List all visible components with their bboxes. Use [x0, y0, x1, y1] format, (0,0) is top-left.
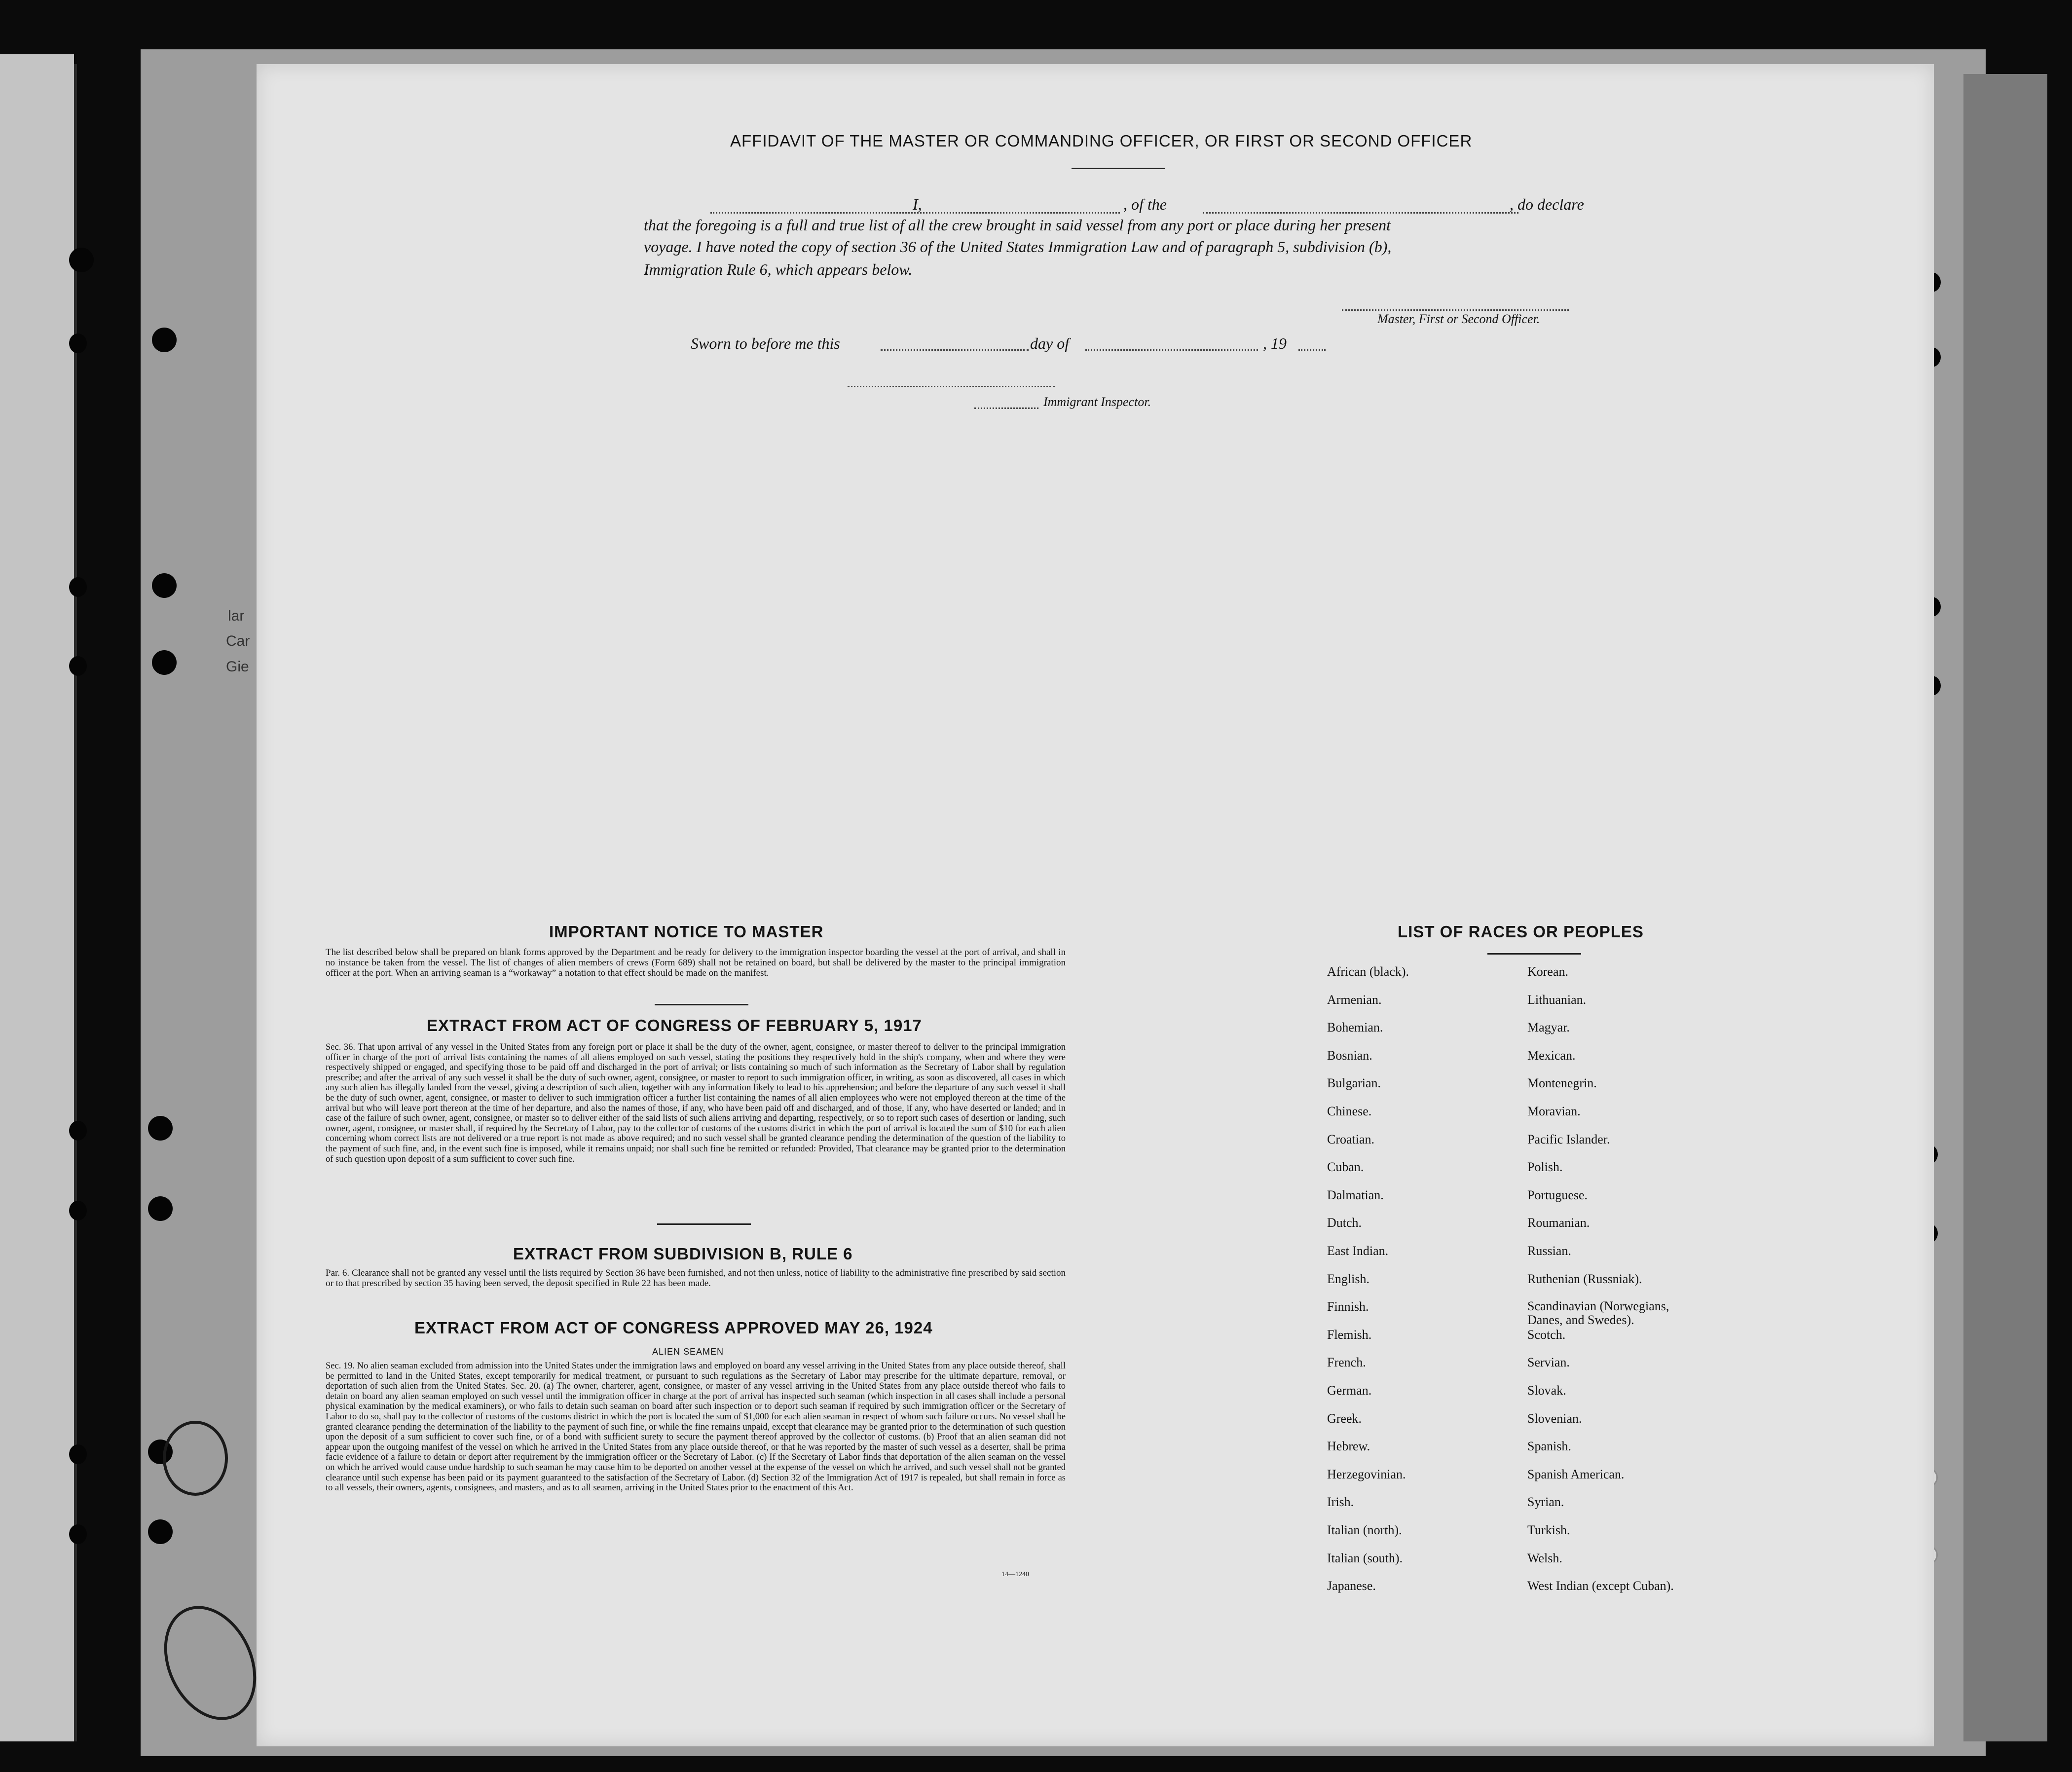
margin-mark-1: lar	[228, 608, 245, 624]
race-item: Italian (north).	[1327, 1523, 1402, 1537]
left-binder-strip-inner	[74, 64, 77, 1741]
race-item: Pacific Islander.	[1527, 1132, 1610, 1146]
affidavit-line4: Immigration Rule 6, which appears below.	[644, 260, 913, 278]
right-backing-strip	[1963, 74, 2047, 1741]
vessel-blank[interactable]	[1203, 212, 1518, 214]
year-label: , 19	[1263, 334, 1287, 352]
binder-hole	[69, 248, 94, 272]
manifest-page	[257, 64, 1934, 1746]
left-binder-strip	[0, 54, 74, 1741]
extract-rule6-title: EXTRACT FROM SUBDIVISION B, RULE 6	[513, 1245, 853, 1263]
extract-1924-title: EXTRACT FROM ACT OF CONGRESS APPROVED MAY 26, 1924	[414, 1319, 933, 1337]
race-item: Scandinavian (Norwegians, Danes, and Swedes).	[1527, 1299, 1669, 1328]
race-item: Turkish.	[1527, 1523, 1570, 1537]
binder-hole	[69, 1444, 87, 1464]
race-item: Hebrew.	[1327, 1439, 1370, 1454]
race-item: English.	[1327, 1271, 1369, 1286]
race-item: Mexican.	[1527, 1048, 1576, 1063]
sworn-day-blank[interactable]	[881, 349, 1029, 351]
binder-hole	[69, 1201, 87, 1220]
race-item: Scotch.	[1527, 1327, 1566, 1342]
race-item: Dalmatian.	[1327, 1187, 1384, 1202]
race-item: Slovak.	[1527, 1383, 1566, 1398]
races-title: LIST OF RACES OR PEOPLES	[1398, 923, 1644, 941]
race-item: Ruthenian (Russniak).	[1527, 1271, 1642, 1286]
binder-hole	[69, 1121, 87, 1141]
race-item: West Indian (except Cuban).	[1527, 1579, 1674, 1593]
race-item: Russian.	[1527, 1244, 1571, 1258]
inspector-label: Immigrant Inspector.	[1043, 395, 1151, 409]
race-item: Finnish.	[1327, 1299, 1369, 1314]
race-item: Welsh.	[1527, 1550, 1562, 1565]
extract-1917-rule	[657, 1223, 751, 1225]
affidavit-line2: that the foregoing is a full and true list of all the crew brought in said vessel from any port or place during her present	[644, 216, 1391, 234]
inspector-signature-blank-2[interactable]	[974, 407, 1038, 409]
master-signature-label: Master, First or Second Officer.	[1377, 312, 1540, 326]
name-blank[interactable]	[710, 212, 1120, 214]
race-item: Bohemian.	[1327, 1020, 1383, 1035]
affidavit-title: AFFIDAVIT OF THE MASTER OR COMMANDING OFFICER, OR FIRST OR SECOND OFFICER	[730, 132, 1473, 150]
margin-mark-3: Gie	[226, 659, 249, 675]
binder-hole	[69, 1524, 87, 1544]
race-item: Chinese.	[1327, 1104, 1372, 1118]
race-item: African (black).	[1327, 964, 1409, 979]
race-item: Japanese.	[1327, 1579, 1376, 1593]
sworn-month-blank[interactable]	[1085, 349, 1258, 351]
extract-1917-title: EXTRACT FROM ACT OF CONGRESS OF FEBRUARY 5, 1917	[427, 1016, 922, 1034]
race-item: Spanish American.	[1527, 1467, 1625, 1481]
affidavit-declare: , do declare	[1510, 195, 1584, 213]
race-item: Polish.	[1527, 1160, 1563, 1175]
race-item: German.	[1327, 1383, 1372, 1398]
binder-hole	[152, 573, 177, 598]
race-item: Croatian.	[1327, 1132, 1375, 1146]
race-item: Armenian.	[1327, 992, 1382, 1007]
binder-hole	[69, 333, 87, 353]
race-item: Servian.	[1527, 1355, 1570, 1370]
race-item: Spanish.	[1527, 1439, 1571, 1454]
race-item: Cuban.	[1327, 1160, 1364, 1175]
binder-hole	[69, 577, 87, 597]
race-item: Slovenian.	[1527, 1411, 1582, 1426]
notice-rule	[655, 1004, 748, 1005]
race-item: Bosnian.	[1327, 1048, 1372, 1063]
day-of-label: day of	[1030, 334, 1070, 352]
sworn-year-blank[interactable]	[1298, 349, 1326, 351]
extract-1917-body: Sec. 36. That upon arrival of any vessel in the United States from any foreign port or place it shall be the duty of the owner, agent, consignee, or master thereof to deliver to the principal immigration officer in charge of the port of arrival lists containing the names of all aliens employed on such vessel, stating the positions they respectively hold in the ship's company, when and where they were respectively shipped or engaged, and specifying those to be paid off and discharged in the port of arrival; or lists containing so much of such information as the Secretary of Labor shall by regulation prescribe; and after the arrival of any such vessel it shall be the duty of such owner, agent, consignee, or master to report to such immigration officer, in writing, as soon as discovered, all cases in which any such alien has illegally landed from the vessel, giving a description of such alien, together with any information likely to lead to his apprehension; and before the departure of any such vessel it shall be the duty of such owner, agent, consignee, or master to deliver to such immigration officer a further list containing the names of all alien employees who were not employed thereon at the time of the arrival but who will leave port thereon at the time of her departure, and also the names of those, if any, who have been paid off and discharged, and of those, if any, who have deserted or landed; and in case of the failure of such owner, agent, consignee, or master so to deliver either of the said lists of such aliens arriving and departing, respectively, or so to report such cases of desertion or landing, such owner, agent, consignee, or master shall, if required by the Secretary of Labor, pay to the collector of customs of the customs district in which the port of arrival is located the sum of $10 for each alien concerning whom correct lists are not delivered or a true report is not made as above required; and no such vessel shall be granted clearance pending the determination of the question of the liability to the payment of such fine, and, in the event such fine is imposed, while it remains unpaid; nor shall such fine be remitted or refunded: Provided, That clearance may be granted prior to the determination of such question upon deposit of a sum sufficient to cover such fine.	[326, 1042, 1066, 1164]
inspector-signature-blank[interactable]	[848, 386, 1055, 387]
notice-title: IMPORTANT NOTICE TO MASTER	[549, 923, 824, 941]
binder-hole	[69, 656, 87, 676]
affidavit-i: I,	[913, 195, 922, 213]
race-item: Lithuanian.	[1527, 992, 1587, 1007]
binder-hole	[152, 650, 177, 675]
pen-scribble	[163, 1421, 228, 1496]
race-item: French.	[1327, 1355, 1366, 1370]
race-item: Syrian.	[1527, 1495, 1564, 1510]
margin-mark-2: Car	[226, 633, 250, 649]
form-number: 14—1240	[1001, 1571, 1029, 1578]
race-item: Moravian.	[1527, 1104, 1581, 1118]
affidavit-of-the: , of the	[1123, 195, 1167, 213]
races-rule	[1487, 953, 1581, 955]
race-item: Irish.	[1327, 1495, 1354, 1510]
extract-rule6-body: Par. 6. Clearance shall not be granted any vessel until the lists required by Section 36 have been furnished, and not then unless, notice of liability to the administrative fine prescribed by said section or to that prescribed by section 35 having been served, the deposit specified in Rule 22 has been made.	[326, 1268, 1066, 1289]
race-item: Herzegovinian.	[1327, 1467, 1406, 1481]
sworn-label: Sworn to before me this	[691, 334, 840, 352]
binder-hole	[148, 1116, 173, 1141]
notice-body: The list described below shall be prepared on blank forms approved by the Department and be ready for delivery to the immigration inspector boarding the vessel at the port of arrival, and shall in no instance be taken from the vessel. The list of changes of alien members of crews (Form 689) shall not be retained on board, but shall be delivered by the master to the principal immigration officer at the port. When an arriving seaman is a “workaway” a notation to that effect should be made on the manifest.	[326, 947, 1066, 978]
binder-hole	[152, 328, 177, 352]
affidavit-line3: voyage. I have noted the copy of section 36 of the United States Immigration Law and of paragraph 5, subdivision (b),	[644, 238, 1392, 256]
race-item: Montenegrin.	[1527, 1076, 1597, 1091]
race-item: Greek.	[1327, 1411, 1362, 1426]
binder-hole	[148, 1519, 173, 1544]
race-item: Flemish.	[1327, 1327, 1372, 1342]
extract-1924-body: Sec. 19. No alien seaman excluded from admission into the United States under the immigration laws and employed on board any vessel arriving in the United States from any place outside thereof, shall be permitted to land in the United States, except temporarily for medical treatment, or pursuant to such regulations as the Secretary of Labor may prescribe for the ultimate departure, removal, or deportation of such alien from the United States. Sec. 20. (a) The owner, charterer, agent, consignee, or master of any vessel arriving in the United States from any place outside thereof who fails to detain on board any alien seaman employed on such vessel until the immigration officer in charge at the port of arrival has inspected such seaman (which inspection in all cases shall include a personal physical examination by the medical examiners), or who fails to detain such seaman on board after such inspection or to deport such seaman if required by such immigration officer or the Secretary of Labor to do so, shall pay to the collector of customs of the customs district in which the port is located the sum of $1,000 for each alien seaman in respect of whom such failure occurs. No vessel shall be granted clearance pending the determination of the liability to the payment of such fine, or while the fine remains unpaid, except that clearance may be granted prior to the determination of such question upon the deposit of a sum sufficient to cover such fine, or of a bond with sufficient surety to secure the payment thereof approved by the collector of customs. (b) Proof that an alien seaman did not appear upon the outgoing manifest of the vessel on which he arrived in the United States from any place outside thereof, or that he was reported by the master of such vessel as a deserter, shall be prima facie evidence of a failure to detain or deport after requirement by the immigration officer or the Secretary of Labor. (c) If the Secretary of Labor finds that deportation of the alien seaman on the vessel on which he arrived would cause undue hardship to such seaman he may cause him to be deported on another vessel at the expense of the vessel on which he arrived, and such vessel shall not be granted clearance until such expense has been paid or its payment guaranteed to the satisfaction of the Secretary of Labor. (d) Section 32 of the Immigration Act of 1917 is repealed, but shall remain in force as to all vessels, their owners, agents, consignees, and masters, and as to all seamen, arriving in the United States prior to the enactment of this Act.	[326, 1361, 1066, 1493]
race-item: Roumanian.	[1527, 1216, 1590, 1230]
race-item: Bulgarian.	[1327, 1076, 1381, 1091]
race-item: Korean.	[1527, 964, 1569, 979]
race-item: East Indian.	[1327, 1244, 1389, 1258]
extract-1924-subtitle: ALIEN SEAMEN	[652, 1347, 724, 1357]
race-item: Italian (south).	[1327, 1550, 1403, 1565]
race-item: Portuguese.	[1527, 1187, 1588, 1202]
race-item: Dutch.	[1327, 1216, 1362, 1230]
race-item: Magyar.	[1527, 1020, 1570, 1035]
title-rule	[1072, 168, 1165, 169]
master-signature-blank[interactable]	[1342, 309, 1569, 311]
binder-hole	[148, 1196, 173, 1221]
